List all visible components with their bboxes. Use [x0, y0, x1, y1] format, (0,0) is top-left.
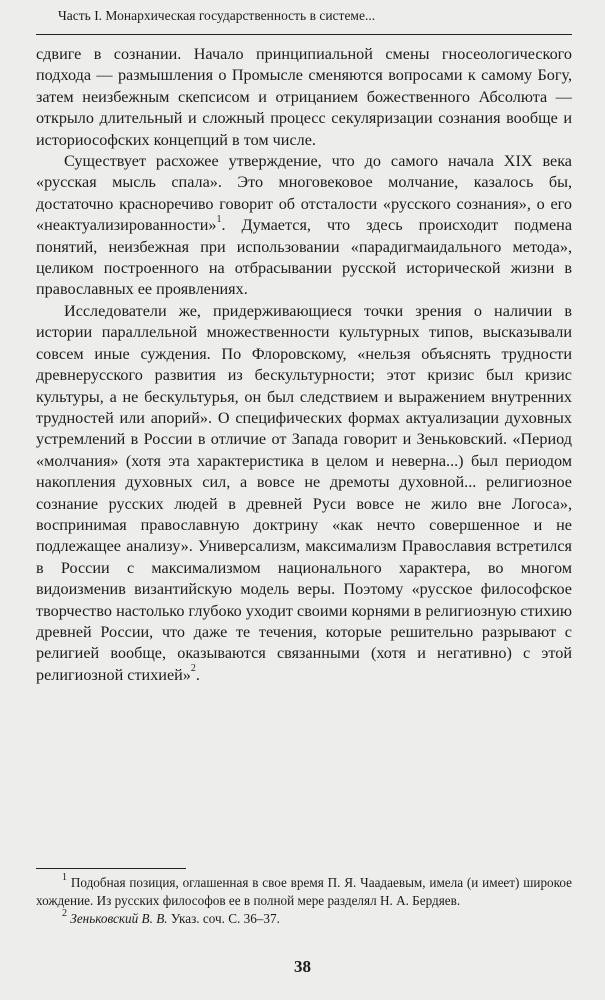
- paragraph-3-text: Исследователи же, придерживающиеся точки зрения о наличии в истории параллельной множественности культурных типов, высказывали совсем иные суждения. По Флоровскому, «нельзя объяснять трудности древнерусского развития из бескультурности; этот кризис был кризис культуры, а не бескультурья, он был следствием и выражением внутренних трудностей или апорий». О специфических формах актуализации духовных устремлений в России в отличие от Запада говорит и Зеньковский. «Период «молчания» (хотя эта характеристика в целом и неверна...) был периодом накопления духовных сил, а вовсе не дремоты духовной... религиозное сознание русских людей в древней Руси вовсе не жило вне Логоса», воспринимая православную доктрину «как нечто совершенное и не подлежащее анализу». Универсализм, максимализм Православия встретился в России с максимализмом национального характера, во многом видоизменив византийскую модель веры. Поэтому «русское философское творчество настолько глубоко уходит своими корнями в религиозную стихию древней России, что даже те течения, которые решительно разрывают с религией вообще, оказываются связанными (хотя и негативно) с этой религиозной стихией»: [36, 301, 572, 684]
- footnote-1-text: Подобная позиция, оглашенная в свое время П. Я. Чаадаевым, имела (и имеет) широкое хождение. Из русских философов ее в полной мере разделял Н. А. Бердяев.: [36, 875, 573, 908]
- footnote-1-number: 1: [62, 871, 67, 883]
- footnotes: [36, 871, 573, 928]
- paragraph-3-end: .: [195, 665, 200, 684]
- footnote-2-author: Зеньковский В. В.: [70, 911, 168, 926]
- footnote-2-text: Указ. соч. С. 36–37.: [170, 911, 280, 926]
- header-rule: [36, 34, 572, 35]
- footnote-ref-1: 1: [216, 213, 222, 225]
- footnote-1: [36, 871, 573, 910]
- page-number: 38: [294, 957, 311, 976]
- paragraph-2-tail: . Думается, что здесь происходит подмена понятий, неизбежная при использовании «парадигмаидального метода», целиком построенного на отбрасывании русской исторической жизни в православных ее проявлениях.: [36, 216, 572, 299]
- footnote-2-number: 2: [62, 907, 67, 919]
- paragraph-1: сдвиге в сознании. Начало принципиальной смены гносеологического подхода — размышления о Промысле сменяются вопросами к самому Богу, затем неизбежным скепсисом и отрицанием божественного Абсолюта — открыло длительный и сложный процесс секуляризации сознания вообще и историософских концепций в том числе.: [36, 45, 572, 149]
- footnote-rule: [36, 868, 186, 869]
- paragraph-3: [36, 301, 572, 686]
- footnote-2: [36, 907, 572, 928]
- footnote-ref-2: 2: [190, 663, 196, 675]
- paragraph-2: [36, 151, 572, 301]
- paragraph-2-text: Существует расхожее утверждение, что до самого начала XIX века «русская мысль спала». Это многовековое молчание, казалось бы, достаточно красноречиво говорит об отсталости «русского сознания», о его «неактуализированности»: [36, 152, 572, 235]
- running-header: Часть I. Монархическая государственность в системе...: [58, 8, 376, 23]
- main-text: [36, 44, 572, 686]
